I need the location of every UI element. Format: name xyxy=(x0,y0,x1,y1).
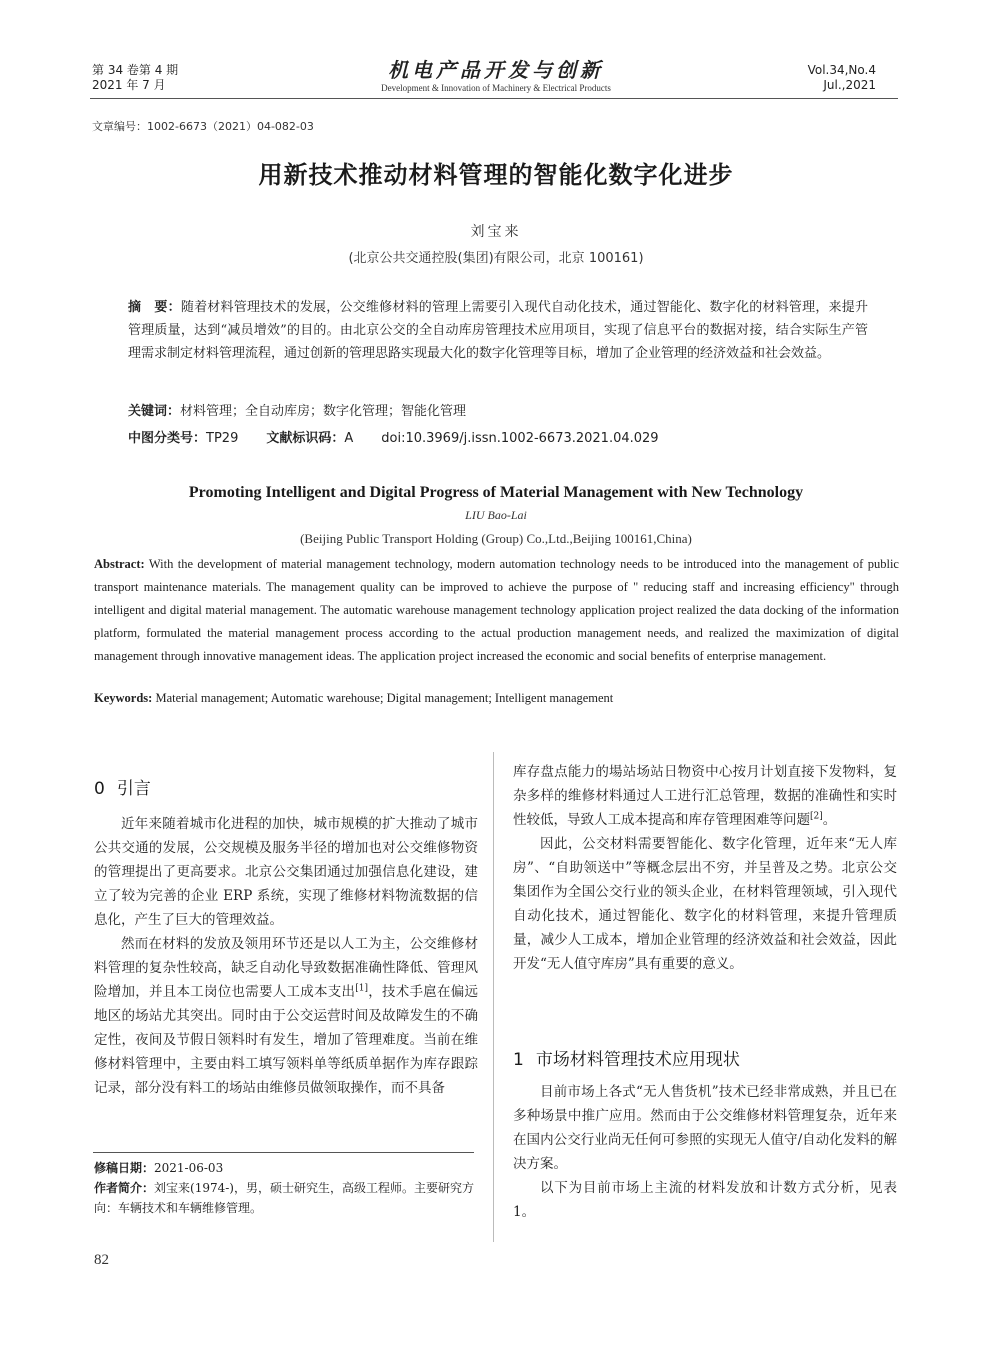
right-paragraph-2: 因此，公交材料需要智能化、数字化管理，近年来“无人库房”、“自助领送中”等概念层出不穷，并呈普及之势。北京公交集团作为全国公交行业的领头企业，在材料管理领域，引入现代自动化技术，通过智能化、数字化的材料管理，来提升管理质量，减少人工成本，增加企业管理的经济效益和社会效益，因此开发“无人值守库房”具有重要的意义。 xyxy=(513,836,897,972)
intro-paragraph-1: 近年来随着城市化进程的加快，城市规模的扩大推动了城市公共交通的发展，公交规模及服务半径的增加也对公交维修物资的管理提出了更高要求。北京公交集团通过加强信息化建设，建立了较为完善的企业 ERP 系统，实现了维修材料物流数据的信息化，产生了巨大的管理效益。 xyxy=(94,816,478,928)
received-value: 2021-06-03 xyxy=(154,1161,224,1175)
citation-ref: [2] xyxy=(810,811,823,822)
abstract-en xyxy=(94,553,899,668)
paper-title-cn: 用新技术推动材料管理的智能化数字化进步 xyxy=(258,161,734,189)
intro-p2-text-b: ，技术手扈在偏远地区的场站尤其突出。同时由于公交运营时间及故障发生的不确定性，夜间及节假日领料时有发生，增加了管理难度。当前在维修材料管理中，主要由料工填写领料单等纸质单据作为库存跟踪记录，部分没有料工的场站由维修员做领取操作，而不具备 xyxy=(94,984,478,1096)
abstract-cn-text: 随着材料管理技术的发展，公交维修材料的管理上需要引入现代自动化技术，通过智能化、数字化的材料管理，来提升管理质量，达到“减员增效”的目的。由北京公交的全自动库房管理技术应用项目，实现了信息平台的数据对接，结合实际生产管理需求制定材料管理流程，通过创新的管理思路实现最大化的数字化管理等目标，增加了企业管理的经济效益和社会效益。 xyxy=(128,300,868,361)
date-cn: 2021 年 7 月 xyxy=(92,78,166,92)
volume-en: Vol.34,No.4 xyxy=(807,63,876,77)
right-p1-text: 库存盘点能力的場站场站日物资中心按月计划直接下发物料，复杂多样的维修材料通过人工进行汇总管理，数据的准确性和实时性较低，导致人工成本提高和库存管理困难等问题 xyxy=(513,764,897,828)
clc-code: TP29 xyxy=(206,431,239,446)
section-0-number: 0 xyxy=(94,779,105,799)
bio-text: 刘宝来(1974-)，男，硕士研究生，高级工程师。主要研究方向：车辆技术和车辆维修管理。 xyxy=(94,1181,474,1215)
classification-line xyxy=(128,427,868,446)
abstract-en-label: Abstract: xyxy=(94,557,145,571)
affiliation-cn: (北京公共交通控股(集团)有限公司，北京 100161) xyxy=(348,251,644,266)
author-bio xyxy=(94,1178,484,1218)
intro-p2-text: 然而在材料的发放及领用环节还是以人工为主，公交维修材料管理的复杂性较高，缺乏自动化导致数据准确性降低、管理风险增加，并且本工岗位也需要人工成本支出 xyxy=(94,936,478,1000)
right-paragraph-1 xyxy=(513,760,897,832)
keywords-cn-label: 关键词： xyxy=(128,404,181,419)
citation-ref: [1] xyxy=(355,983,368,994)
section-0-heading xyxy=(94,774,151,799)
issue-cn: 第 34 卷第 4 期 xyxy=(92,63,179,77)
author-cn: 刘宝来 xyxy=(470,224,522,240)
column-divider xyxy=(493,752,494,1242)
doc-code: A xyxy=(344,431,354,446)
doc-code-label: 文献标识码： xyxy=(266,431,345,446)
received-label: 修稿日期： xyxy=(94,1161,155,1175)
abstract-en-text: With the development of material management technology, modern automation technology needs to be introduced into the management of public transport maintenance materials. The management quality can be improved to achieve the purpose of " reducing staff and increasing efficiency" through intelligent and digital material management. The automatic warehouse management technology application project realized the data docking of the information platform, formulated the material management process according to the actual production management needs, and realized the maximization of digital management through innovative management ideas. The application project increased the economic and social benefits of enterprise management. xyxy=(94,557,899,663)
header-issue xyxy=(92,63,178,93)
keywords-en-label: Keywords: xyxy=(94,691,153,705)
keywords-cn-text: 材料管理；全自动库房；数字化管理；智能化管理 xyxy=(180,404,467,419)
section-1-heading xyxy=(513,1045,740,1070)
keywords-cn xyxy=(128,400,868,419)
header-rule xyxy=(90,98,898,99)
header-journal xyxy=(300,58,692,94)
author-en: LIU Bao-Lai xyxy=(465,508,527,522)
bio-label: 作者简介： xyxy=(94,1181,155,1195)
journal-name-en: Development & Innovation of Machinery & Electrical Products xyxy=(381,83,611,93)
journal-name-cn: 机电产品开发与创新 xyxy=(388,58,604,82)
abstract-cn-label: 摘 要： xyxy=(128,300,181,315)
section-1-paragraph-1: 目前市场上各式“无人售货机”技术已经非常成熟，并且已在多种场景中推广应用。然而由于公交维修材料管理复杂，近年来在国内公交行业尚无任何可参照的实现无人值守/自动化发料的解决方案。 xyxy=(513,1084,897,1172)
section-1-paragraph-2: 以下为目前市场上主流的材料发放和计数方式分析，见表 1。 xyxy=(513,1180,897,1220)
section-0-title: 引言 xyxy=(116,779,151,799)
paper-title-en: Promoting Intelligent and Digital Progress of Material Management with New Technology xyxy=(188,484,804,501)
received-date xyxy=(94,1158,484,1178)
left-column xyxy=(94,812,478,1100)
clc-label: 中图分类号： xyxy=(128,431,207,446)
abstract-cn xyxy=(128,296,868,365)
keywords-en xyxy=(94,691,899,706)
article-number: 文章编号：1002-6673（2021）04-082-03 xyxy=(92,120,314,133)
right-p1-end: 。 xyxy=(822,812,837,828)
section-1-title: 市场材料管理技术应用现状 xyxy=(535,1050,740,1070)
section-1-body xyxy=(513,1080,897,1224)
intro-paragraph-2 xyxy=(94,932,478,1100)
date-en: Jul.,2021 xyxy=(823,78,876,92)
footnote-rule xyxy=(93,1152,474,1153)
keywords-en-text: Material management; Automatic warehouse; Digital management; Intelligent management xyxy=(152,691,614,705)
doi: doi:10.3969/j.issn.1002-6673.2021.04.029 xyxy=(381,431,659,446)
page-number: 82 xyxy=(94,1252,109,1268)
affiliation-en: (Beijing Public Transport Holding (Group) Co.,Ltd.,Beijing 100161,China) xyxy=(300,531,692,546)
right-column xyxy=(513,760,897,976)
footnote xyxy=(94,1158,484,1218)
header-volume xyxy=(808,63,876,93)
section-1-number: 1 xyxy=(513,1050,524,1070)
